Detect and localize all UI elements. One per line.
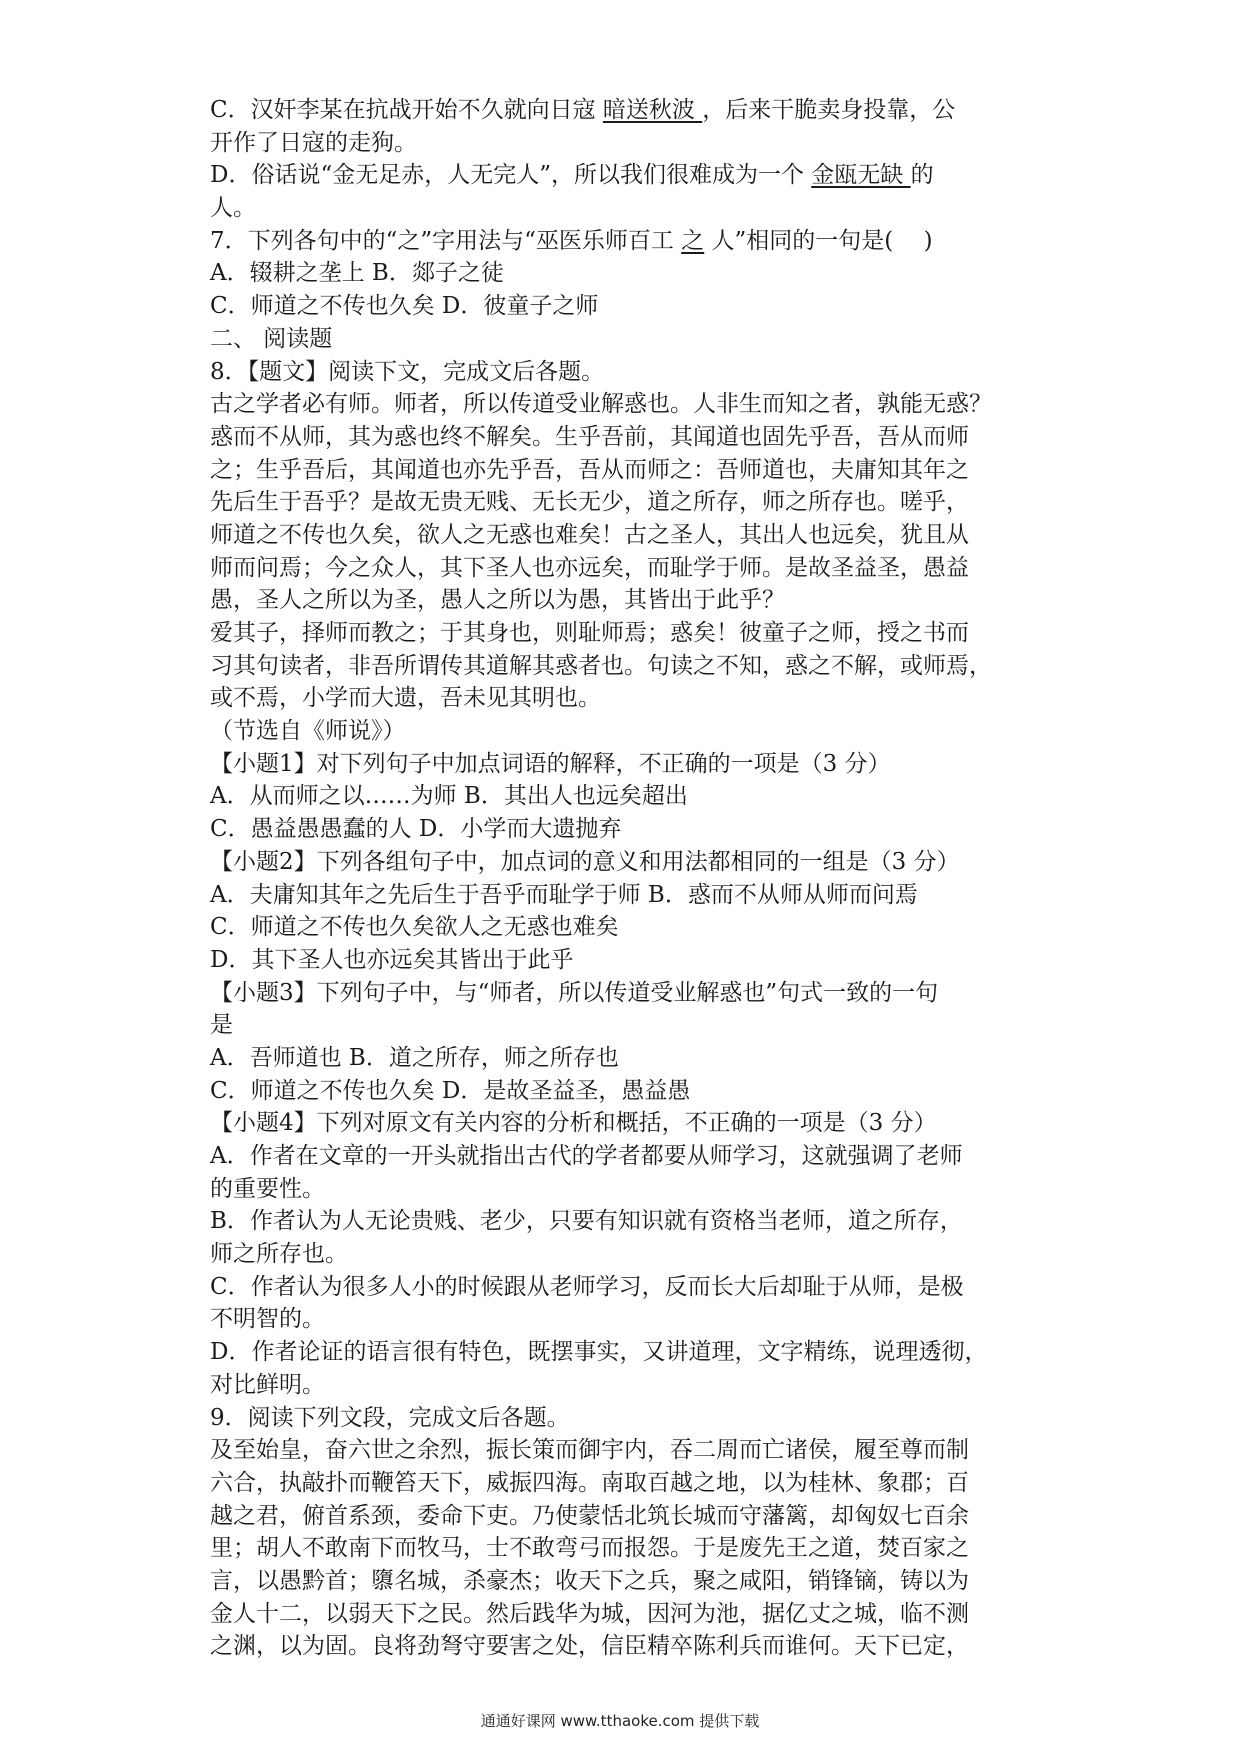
text-line <box>210 552 1050 585</box>
text-segment: 7．下列各句中的“之”字用法与“巫医乐师百工 <box>210 227 682 254</box>
text-line <box>210 1205 1050 1238</box>
text-line <box>210 1075 1050 1108</box>
text-line <box>210 780 1050 813</box>
text-line <box>210 1434 1050 1467</box>
text-segment: 里；胡人不敢南下而牧马，士不敢弯弓而报怨。于是废先王之道，焚百家之 <box>210 1535 969 1562</box>
text-line <box>210 879 1050 912</box>
text-line <box>210 813 1050 846</box>
text-line <box>210 1303 1050 1336</box>
underlined-phrase: 暗送秋波 <box>602 97 703 123</box>
text-segment: C．愚益愚愚蠢的人 D．小学而大遗抛弃 <box>210 816 622 843</box>
text-line <box>210 1598 1050 1631</box>
text-line <box>210 911 1050 944</box>
text-line <box>210 650 1050 683</box>
text-line <box>210 290 1050 323</box>
text-line <box>210 127 1050 160</box>
text-segment: 的 <box>910 162 934 189</box>
text-segment: 的重要性。 <box>210 1175 325 1202</box>
text-segment: 对比鲜明。 <box>210 1371 325 1398</box>
text-segment: 越之君，俯首系颈，委命下吏。乃使蒙恬北筑长城而守藩篱，却匈奴七百余 <box>210 1502 969 1529</box>
text-line <box>210 1500 1050 1533</box>
text-segment: 爱其子，择师而教之；于其身也，则耻师焉；惑矣！彼童子之师，授之书而 <box>210 620 969 646</box>
text-line <box>210 682 1050 715</box>
text-segment: 【小题2】下列各组句子中，加点词的意义和用法都相同的一组是（3 分） <box>210 848 960 875</box>
text-line <box>210 486 1050 519</box>
text-segment: 六合，执敲扑而鞭笞天下，威振四海。南取百越之地，以为桂林、象郡；百 <box>210 1469 969 1496</box>
text-line <box>210 846 1050 879</box>
text-line <box>210 1630 1050 1663</box>
text-segment: 师之所存也。 <box>210 1241 348 1268</box>
text-line <box>210 257 1050 290</box>
text-line <box>210 1369 1050 1402</box>
text-line <box>210 94 1050 127</box>
text-segment: 言，以愚黔首；隳名城，杀豪杰；收天下之兵，聚之咸阳，销锋镝，铸以为 <box>210 1567 969 1594</box>
underlined-phrase: 之 <box>681 227 705 254</box>
text-segment: 【小题3】下列句子中，与“师者，所以传道受业解惑也”句式一致的一句 <box>210 979 939 1006</box>
text-segment: 习其句读者，非吾所谓传其道解其惑者也。句读之不知，惑之不解，或师焉， <box>210 652 992 679</box>
text-segment: 二、 阅读题 <box>210 325 333 352</box>
text-segment: 开作了日寇的走狗。 <box>210 129 417 156</box>
text-line <box>210 715 1050 748</box>
document-body <box>210 94 1050 1663</box>
text-line <box>210 1271 1050 1304</box>
text-segment: D．作者论证的语言很有特色，既摆事实，又讲道理，文字精练，说理透彻， <box>210 1339 988 1366</box>
text-line <box>210 1107 1050 1140</box>
text-line <box>210 1402 1050 1435</box>
text-line <box>210 225 1050 258</box>
text-line <box>210 944 1050 977</box>
text-segment: 先后生于吾乎？是故无贵无贱、无长无少，道之所存，师之所存也。嗟乎， <box>210 489 969 516</box>
text-segment: 愚，圣人之所以为圣，愚人之所以为愚，其皆出于此乎？ <box>210 587 785 614</box>
text-segment: 师而问焉；今之众人，其下圣人也亦远矣，而耻学于师。是故圣益圣，愚益 <box>210 554 969 581</box>
text-line <box>210 1467 1050 1500</box>
text-line <box>210 356 1050 389</box>
page-footer: 通通好课网 www.tthaoke.com 提供下载 <box>480 1712 760 1730</box>
text-segment: 师道之不传也久矣，欲人之无惑也难矣！古之圣人，其出人也远矣，犹且从 <box>210 521 969 548</box>
text-segment: D．其下圣人也亦远矣其皆出于此乎 <box>210 946 574 973</box>
text-line <box>210 977 1050 1010</box>
text-segment: C．师道之不传也久矣 D．彼童子之师 <box>210 293 599 320</box>
text-segment: 之；生乎吾后，其闻道也亦先乎吾，吾从而师之：吾师道也，夫庸知其年之 <box>210 456 969 483</box>
text-line <box>210 1336 1050 1369</box>
text-segment: A．从而师之以……为师 B．其出人也远矣超出 <box>210 783 688 810</box>
text-segment: 惑而不从师，其为惑也终不解矣。生乎吾前，其闻道也固先乎吾，吾从而师 <box>210 423 969 450</box>
text-segment: 【小题4】下列对原文有关内容的分析和概括，不正确的一项是（3 分） <box>210 1110 937 1137</box>
text-segment: D．俗话说“金无足赤，人无完人”，所以我们很难成为一个 <box>210 162 812 189</box>
text-line <box>210 1565 1050 1598</box>
text-segment: 9．阅读下列文段，完成文后各题。 <box>210 1404 570 1431</box>
text-segment: 不明智的。 <box>210 1306 325 1333</box>
text-segment: C．师道之不传也久矣欲人之无惑也难矣 <box>210 914 619 941</box>
text-segment: ，后来干脆卖身投靠，公 <box>702 97 956 123</box>
text-line <box>210 1009 1050 1042</box>
text-line <box>210 192 1050 225</box>
text-segment: 之渊，以为固。良将劲弩守要害之处，信臣精卒陈利兵而谁何。天下已定， <box>210 1633 969 1660</box>
text-segment: 金人十二，以弱天下之民。然后践华为城，因河为池，据亿丈之城，临不测 <box>210 1600 969 1627</box>
text-line <box>210 519 1050 552</box>
text-segment: 人”相同的一句是( ) <box>704 227 933 254</box>
text-segment: A．辍耕之垄上 B．郯子之徒 <box>210 260 504 287</box>
text-segment: （节选自《师说》） <box>210 718 406 745</box>
text-segment: B．作者认为人无论贵贱、老少，只要有知识就有资格当老师，道之所存， <box>210 1208 963 1235</box>
text-line <box>210 617 1050 650</box>
text-segment: C．作者认为很多人小的时候跟从老师学习，反而长大后却耻于从师，是极 <box>210 1273 964 1300</box>
underlined-phrase: 金瓯无缺 <box>811 162 911 189</box>
text-line <box>210 454 1050 487</box>
text-line <box>210 421 1050 454</box>
text-line <box>210 388 1050 421</box>
text-segment: C．汉奸李某在抗战开始不久就向日寇 <box>210 97 603 123</box>
text-line <box>210 584 1050 617</box>
text-line <box>210 1042 1050 1075</box>
text-line <box>210 1532 1050 1565</box>
text-segment: A．作者在文章的一开头就指出古代的学者都要从师学习，这就强调了老师 <box>210 1143 963 1169</box>
text-line <box>210 1238 1050 1271</box>
text-segment: 及至始皇，奋六世之余烈，振长策而御宇内，吞二周而亡诸侯，履至尊而制 <box>210 1437 969 1464</box>
text-segment: 人。 <box>210 195 256 222</box>
text-segment: 8．【题文】阅读下文，完成文后各题。 <box>210 358 605 385</box>
text-segment: 古之学者必有师。师者，所以传道受业解惑也。人非生而知之者，孰能无惑？ <box>210 391 992 418</box>
text-segment: C．师道之不传也久矣 D．是故圣益圣，愚益愚 <box>210 1077 691 1104</box>
text-segment: 或不焉，小学而大遗，吾未见其明也。 <box>210 685 601 712</box>
text-line <box>210 1140 1050 1173</box>
text-line <box>210 748 1050 781</box>
text-line <box>210 323 1050 356</box>
text-segment: 【小题1】对下列句子中加点词语的解释，不正确的一项是（3 分） <box>210 750 891 777</box>
text-segment: 是 <box>210 1012 233 1039</box>
text-line <box>210 1173 1050 1206</box>
text-line <box>210 159 1050 192</box>
text-segment: A．吾师道也 B．道之所存，师之所存也 <box>210 1044 619 1071</box>
text-segment: A．夫庸知其年之先后生于吾乎而耻学于师 B．惑而不从师从师而问焉 <box>210 881 918 908</box>
